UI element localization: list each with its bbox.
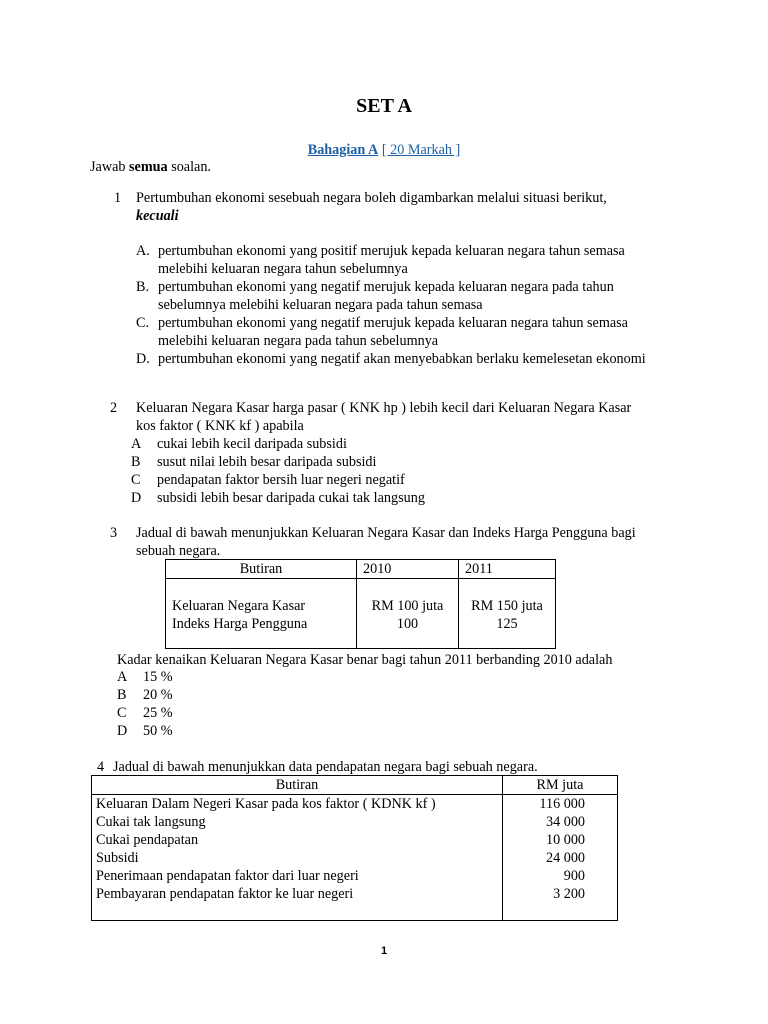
row-label: Subsidi [96,850,139,866]
table-cell [503,795,618,921]
instruction-suffix: soalan. [171,159,211,175]
row-label: Indeks Harga Pengguna [172,616,308,632]
option-letter: D [131,490,142,506]
value-2011: 125 [496,616,518,632]
value-2010: 100 [396,616,419,632]
question-number: 2 [110,400,118,416]
question-text: Kadar kenaikan Keluaran Negara Kasar benar bagi tahun 2011 berbanding 2010 adalah [117,652,613,668]
option-letter: C [131,472,141,488]
option-text: pertumbuhan ekonomi yang negatif akan menyebabkan berlaku kemelesetan ekonomi [158,351,646,367]
row-value: 10 000 [545,832,585,848]
instruction-emphasis: semua [129,159,168,175]
table-header: RM juta [503,776,618,795]
question-number: 3 [110,525,118,541]
question-number: 4 [97,759,105,775]
option-text: 25 % [143,705,173,721]
row-value: 3 200 [553,886,585,902]
option-letter: B [117,687,127,703]
question-stem: kos faktor ( KNK kf ) apabila [136,418,304,434]
row-label: Cukai pendapatan [96,832,199,848]
section-name: Bahagian A [307,142,379,158]
row-value: 24 000 [545,850,585,866]
table-cell [357,579,459,649]
national-income-table [91,775,618,921]
option-text: 50 % [143,723,173,739]
row-label: Keluaran Dalam Negeri Kasar pada kos faktor ( KDNK kf ) [96,796,436,812]
option-letter: A [131,436,142,452]
option-letter: C [117,705,127,721]
question-stem: sebuah negara. [136,543,221,559]
option-text: pertumbuhan ekonomi yang positif merujuk kepada keluaran negara tahun semasa [158,243,625,259]
value-2010: RM 100 juta [371,598,444,614]
value-2011: RM 150 juta [471,598,543,614]
table-cell [92,795,503,921]
gnp-cpi-table [165,559,556,649]
row-value: 900 [563,868,585,884]
option-text: pertumbuhan ekonomi yang negatif merujuk kepada keluaran negara pada tahun [158,279,614,295]
table-header: 2010 [357,560,459,579]
page-number: 1 [380,945,388,957]
question-stem: Pertumbuhan ekonomi sesebuah negara boleh digambarkan melalui situasi berikut, [136,190,607,206]
option-text: susut nilai lebih besar daripada subsidi [157,454,377,470]
option-text: melebihi keluaran negara pada tahun sebelumnya [158,333,439,349]
option-letter: A. [136,243,150,259]
section-title [0,141,768,159]
row-label: Cukai tak langsung [96,814,206,830]
option-text: subsidi lebih besar daripada cukai tak langsung [157,490,425,506]
row-label: Penerimaan pendapatan faktor dari luar negeri [96,868,359,884]
instruction-prefix: Jawab [90,159,126,175]
question-stem: Keluaran Negara Kasar harga pasar ( KNK hp ) lebih kecil dari Keluaran Negara Kasar [136,400,632,416]
row-label: Pembayaran pendapatan faktor ke luar negeri [96,886,354,902]
table-header: Butiran [166,560,357,579]
section-marks: [ 20 Markah ] [381,142,461,158]
option-text: 15 % [143,669,173,685]
option-letter: D. [136,351,150,367]
table-cell [459,579,556,649]
instruction [90,158,211,176]
option-letter: A [117,669,128,685]
option-text: pertumbuhan ekonomi yang negatif merujuk kepada keluaran negara tahun semasa [158,315,628,331]
option-letter: C. [136,315,150,331]
option-text: melebihi keluaran negara tahun sebelumnya [158,261,408,277]
question-stem: Jadual di bawah menunjukkan Keluaran Negara Kasar dan Indeks Harga Pengguna bagi [136,525,636,541]
question-number: 1 [114,190,122,206]
option-letter: D [117,723,128,739]
row-value: 116 000 [539,796,585,812]
option-text: 20 % [143,687,173,703]
row-value: 34 000 [545,814,585,830]
table-cell [166,579,357,649]
option-letter: B [131,454,141,470]
option-text: pendapatan faktor bersih luar negeri negatif [157,472,405,488]
table-header: Butiran [92,776,503,795]
option-text: cukai lebih kecil daripada subsidi [157,436,347,452]
row-label: Keluaran Negara Kasar [172,598,306,614]
question-stem-emphasis: kecuali [136,208,179,224]
table-header: 2011 [459,560,556,579]
option-text: sebelumnya melebihi keluaran negara pada tahun semasa [158,297,483,313]
question-stem: Jadual di bawah menunjukkan data pendapatan negara bagi sebuah negara. [113,759,538,775]
option-letter: B. [136,279,150,295]
set-title: SET A [356,95,412,117]
